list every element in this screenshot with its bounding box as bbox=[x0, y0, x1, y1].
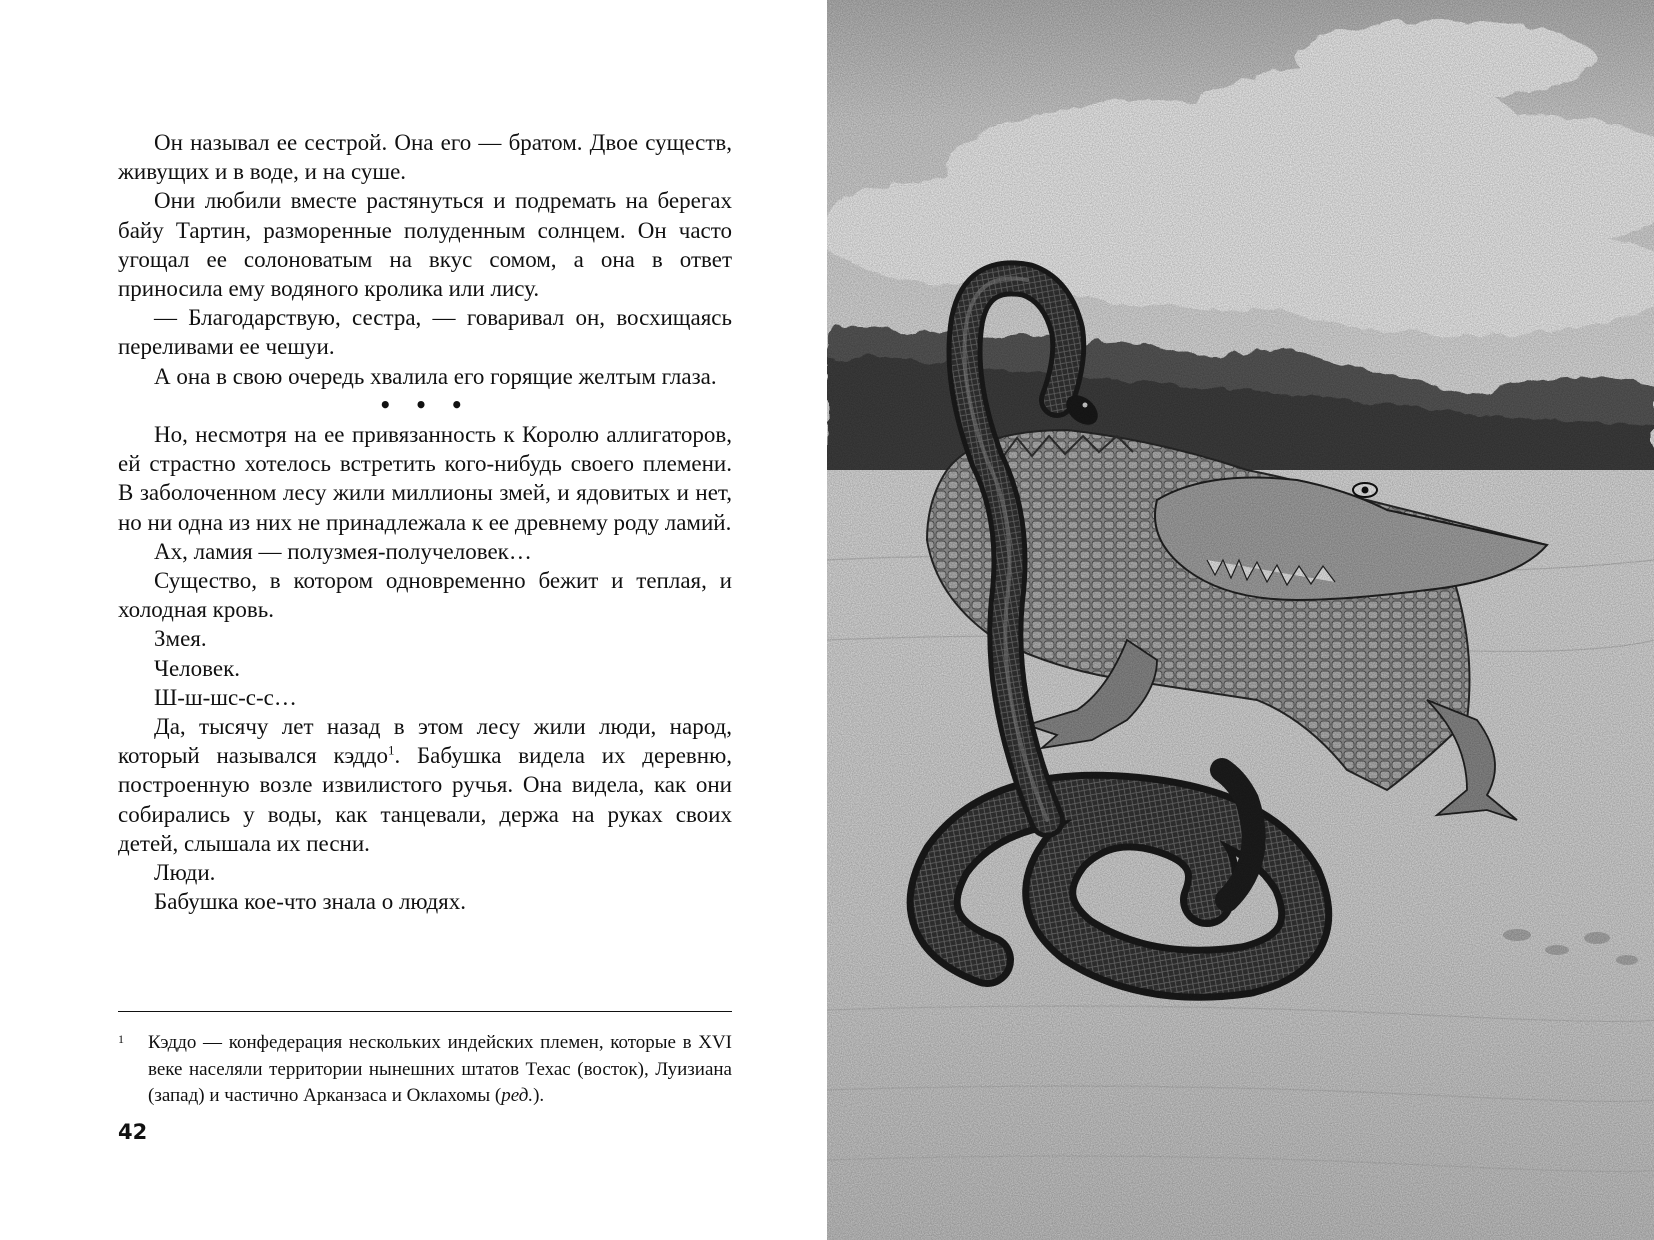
paragraph-7: Существо, в котором одновременно бежит и теплая, и холодная кровь. bbox=[118, 568, 732, 623]
paragraph-caddo bbox=[118, 712, 732, 858]
footnote-reference[interactable]: 1 bbox=[387, 742, 395, 758]
footnote bbox=[118, 1030, 732, 1110]
paragraph-11: Люди. bbox=[154, 860, 216, 886]
paragraph-2: Они любили вместе растянуться и подремать на берегах байу Тартин, разморенные полуденным солнцем. Он часто угощал ее солоноватым на вкус сомом, а она в ответ приносила ему водяного кролика или лису. bbox=[118, 188, 732, 302]
paragraph-3: — Благодарствую, сестра, — говаривал он, восхищаясь переливами ее чешуи. bbox=[118, 305, 732, 360]
caddo-text-before: Да, тысячу лет назад в этом лесу жили люди, народ, который назывался кэддо bbox=[118, 714, 732, 769]
paragraph-1: Он называл ее сестрой. Она его — братом. Двое существ, живущих и в воде, и на суше. bbox=[118, 130, 732, 185]
paragraph-9: Человек. bbox=[154, 655, 240, 681]
paragraph-12: Бабушка кое-что знала о людях. bbox=[154, 889, 466, 915]
footnote-divider bbox=[118, 1011, 732, 1012]
footnote-text bbox=[148, 1030, 732, 1110]
page-number: 42 bbox=[118, 1120, 148, 1144]
footnote-text-main: Кэддо — конфедерация нескольких индейских племен, которые в XVI веке населяли территории нынешних штатов Техас (восток), Луизиана (запад) и частично Арканзаса и Оклахомы ( bbox=[148, 1032, 732, 1106]
caddo-text-after: . Бабушка видела их деревню, построенную возле извилистого ручья. Она видела, как они собирались у воды, как танцевали, держа на руках своих детей, слышала их песни. bbox=[118, 743, 732, 856]
footnote-marker: 1 bbox=[118, 1032, 124, 1046]
paragraph-4: А она в свою очередь хвалила его горящие желтым глаза. bbox=[154, 363, 717, 389]
paragraph-10: Ш-ш-шс-с-с… bbox=[154, 684, 297, 710]
paragraph-8: Змея. bbox=[154, 626, 207, 652]
snake-alligator-illustration bbox=[827, 0, 1654, 1240]
paragraph-5: Но, несмотря на ее привязанность к Королю аллигаторов, ей страстно хотелось встретить кого-нибудь своего племени. В заболоченном лесу жили миллионы змей, и ядовитых и нет, но ни одна из них не принадлежала к ее древнему роду ламий. bbox=[118, 422, 732, 535]
paragraph-6: Ах, ламия — полузмея-получеловек… bbox=[154, 538, 532, 564]
main-text bbox=[118, 128, 732, 916]
section-separator: • • • bbox=[378, 392, 472, 417]
footnote-text-end: ). bbox=[533, 1085, 545, 1106]
footnote-text-italic: ред. bbox=[501, 1085, 534, 1106]
